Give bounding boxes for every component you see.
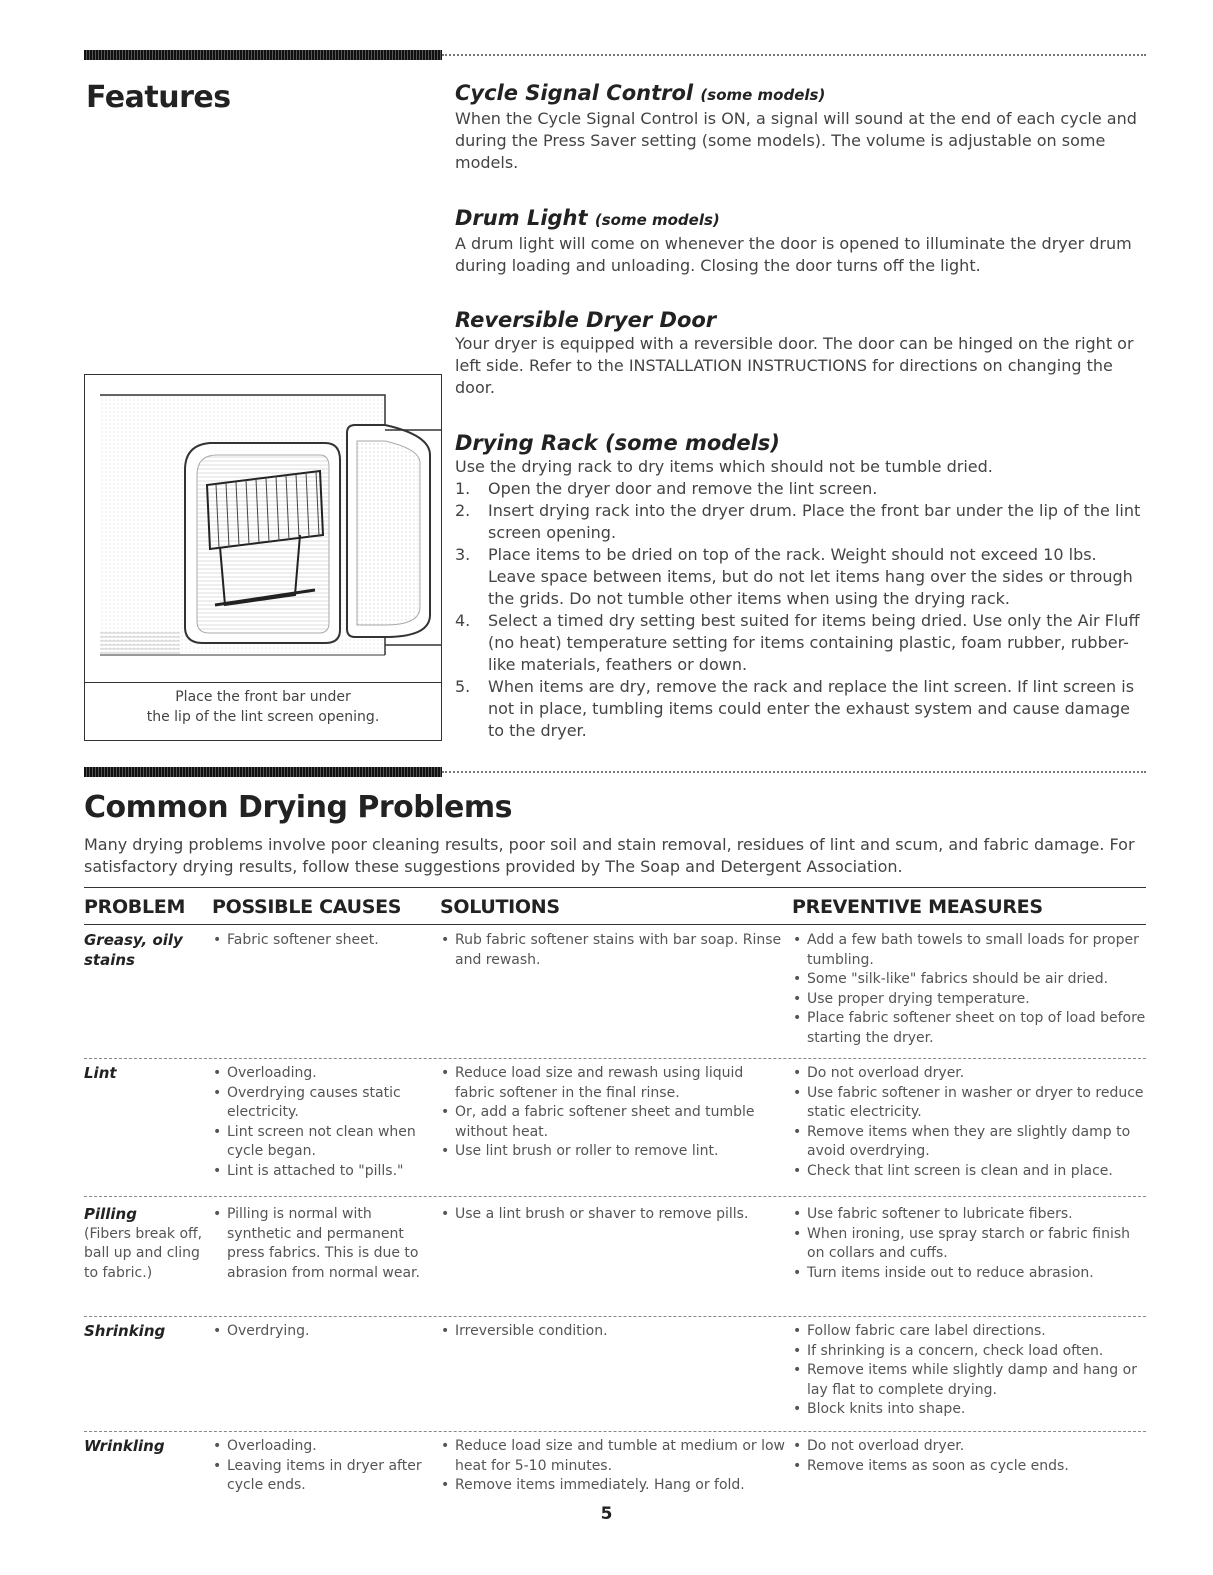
measures-cell	[792, 1064, 1146, 1181]
measure-item: • Add a few bath towels to small loads for proper tumbling.	[792, 931, 1146, 970]
step-item	[455, 676, 1145, 742]
solutions-cell	[440, 931, 785, 970]
dryer-rack-illustration	[85, 375, 441, 683]
title-note: (some models)	[700, 86, 826, 104]
features-heading: Features	[86, 80, 231, 115]
measure-item: • When ironing, use spray starch or fabric finish on collars and cuffs.	[792, 1225, 1146, 1264]
step-text: Place items to be dried on top of the rack. Weight should not exceed 10 lbs. Leave space between items, but do not let items hang over the sides or through the grids. Do not tumble other items when using the drying rack.	[488, 545, 1133, 608]
solutions-cell	[440, 1205, 785, 1225]
problem-label	[84, 1205, 209, 1283]
reversible-door-text: Your dryer is equipped with a reversible door. The door can be hinged on the right or left side. Refer to the INSTALLATION INSTRUCTIONS for directions on changing the door.	[455, 334, 1134, 397]
step-item	[455, 610, 1145, 676]
solutions-cell	[440, 1064, 785, 1162]
problem-label	[84, 1322, 204, 1342]
header-causes: POSSIBLE CAUSES	[212, 896, 402, 918]
measure-item: • Remove items as soon as cycle ends.	[792, 1457, 1146, 1477]
solution-item: • Use a lint brush or shaver to remove pills.	[440, 1205, 785, 1225]
causes-cell	[212, 1322, 427, 1342]
solutions-cell	[440, 1437, 785, 1496]
cause-item: • Overloading.	[212, 1064, 427, 1084]
measures-cell	[792, 1322, 1146, 1420]
step-number: 2.	[455, 501, 471, 520]
problem-name: Pilling	[84, 1205, 137, 1223]
measure-item: • Remove items when they are slightly damp to avoid overdrying.	[792, 1123, 1146, 1162]
title-note: (some models)	[594, 211, 720, 229]
step-item	[455, 478, 1145, 500]
measures-cell	[792, 1437, 1146, 1476]
measure-item: • Use fabric softener in washer or dryer to reduce static electricity.	[792, 1084, 1146, 1123]
common-problems-intro: Many drying problems involve poor cleaning results, poor soil and stain removal, residues of lint and scum, and fabric damage. For satisfactory drying results, follow these suggestions provided by The Soap and Detergent Association.	[84, 835, 1135, 876]
step-text: Select a timed dry setting best suited for items being dried. Use only the Air Fluff (no heat) temperature setting for items containing plastic, foam rubber, rubber-like materials, feathers or down.	[488, 611, 1140, 674]
problem-name: Wrinkling	[84, 1437, 165, 1455]
solution-item: • Irreversible condition.	[440, 1322, 785, 1342]
cause-item: • Overdrying causes static electricity.	[212, 1084, 427, 1123]
measure-item: • Block knits into shape.	[792, 1400, 1146, 1420]
problem-name: stains	[84, 950, 135, 969]
measure-item: • Do not overload dryer.	[792, 1437, 1146, 1457]
problem-name: Shrinking	[84, 1322, 166, 1340]
measure-item: • Use proper drying temperature.	[792, 990, 1146, 1010]
step-number: 5.	[455, 677, 471, 696]
cycle-signal-section	[455, 80, 1145, 174]
drum-light-text: A drum light will come on whenever the door is opened to illuminate the dryer drum during loading and unloading. Closing the door turns off the light.	[455, 234, 1132, 275]
problem-label	[84, 931, 204, 970]
page-number: 5	[600, 1504, 613, 1524]
drum-light-section	[455, 205, 1145, 277]
solution-item: • Remove items immediately. Hang or fold.	[440, 1476, 785, 1496]
step-text: Insert drying rack into the dryer drum. Place the front bar under the lip of the lint screen opening.	[488, 501, 1141, 542]
header-measures: PREVENTIVE MEASURES	[792, 896, 1043, 918]
header-problem: PROBLEM	[84, 896, 186, 918]
caption-line: the lip of the lint screen opening.	[146, 709, 380, 725]
cause-item: • Leaving items in dryer after cycle ends.	[212, 1457, 427, 1496]
solutions-cell	[440, 1322, 785, 1342]
measures-cell	[792, 931, 1146, 1048]
step-number: 3.	[455, 545, 471, 564]
measures-cell	[792, 1205, 1146, 1283]
step-number: 4.	[455, 611, 471, 630]
measure-item: • Check that lint screen is clean and in place.	[792, 1162, 1146, 1182]
measure-item: • Place fabric softener sheet on top of load before starting the dryer.	[792, 1009, 1146, 1048]
header-solutions: SOLUTIONS	[440, 896, 560, 918]
drying-rack-section	[455, 430, 1145, 742]
solution-item: • Rub fabric softener stains with bar soap. Rinse and rewash.	[440, 931, 785, 970]
step-number: 1.	[455, 479, 471, 498]
problem-label	[84, 1437, 204, 1457]
step-text: Open the dryer door and remove the lint screen.	[488, 479, 878, 498]
measure-item: • Turn items inside out to reduce abrasion.	[792, 1264, 1146, 1284]
cause-item: • Overdrying.	[212, 1322, 427, 1342]
measure-item: • Remove items while slightly damp and hang or lay flat to complete drying.	[792, 1361, 1146, 1400]
figure-caption	[85, 687, 441, 727]
problem-name: Lint	[84, 1064, 117, 1082]
section-title	[455, 80, 1145, 108]
caption-line: Place the front bar under	[175, 689, 351, 705]
cause-item: • Overloading.	[212, 1437, 427, 1457]
drying-rack-figure	[84, 374, 442, 741]
solution-item: • Reduce load size and rewash using liquid fabric softener in the final rinse.	[440, 1064, 785, 1103]
reversible-door-section	[455, 307, 1145, 399]
causes-cell	[212, 1437, 427, 1496]
causes-cell	[212, 931, 427, 951]
step-text: When items are dry, remove the rack and replace the lint screen. If lint screen is not in place, tumbling items could enter the exhaust system and cause damage to the dryer.	[488, 677, 1135, 740]
measure-item: • Use fabric softener to lubricate fibers.	[792, 1205, 1146, 1225]
step-item	[455, 544, 1145, 610]
problem-name: Greasy, oily	[84, 931, 183, 949]
reversible-door-title: Reversible Dryer Door	[455, 308, 717, 332]
drum-light-title: Drum Light	[455, 206, 588, 230]
causes-cell	[212, 1205, 427, 1283]
drying-rack-title: Drying Rack (some models)	[455, 431, 780, 455]
cause-item: • Lint screen not clean when cycle began.	[212, 1123, 427, 1162]
causes-cell	[212, 1064, 427, 1181]
measure-item: • Some "silk-like" fabrics should be air dried.	[792, 970, 1146, 990]
cause-item: • Lint is attached to "pills."	[212, 1162, 427, 1182]
cause-item: • Pilling is normal with synthetic and permanent press fabrics. This is due to abrasion from normal wear.	[212, 1205, 427, 1283]
measure-item: • If shrinking is a concern, check load often.	[792, 1342, 1146, 1362]
problem-description: (Fibers break off, ball up and cling to fabric.)	[84, 1225, 203, 1281]
section-rule	[84, 767, 1146, 777]
solution-item: • Reduce load size and tumble at medium or low heat for 5-10 minutes.	[440, 1437, 785, 1476]
solution-item: • Or, add a fabric softener sheet and tumble without heat.	[440, 1103, 785, 1142]
problem-label	[84, 1064, 204, 1084]
cycle-signal-text: When the Cycle Signal Control is ON, a signal will sound at the end of each cycle and during the Press Saver setting (some models). The volume is adjustable on some models.	[455, 109, 1137, 172]
measure-item: • Follow fabric care label directions.	[792, 1322, 1146, 1342]
step-item	[455, 500, 1145, 544]
drying-rack-intro: Use the drying rack to dry items which should not be tumble dried.	[455, 457, 993, 476]
section-title	[455, 205, 1145, 233]
solution-item: • Use lint brush or roller to remove lint.	[440, 1142, 785, 1162]
top-rule	[84, 50, 1146, 60]
measure-item: • Do not overload dryer.	[792, 1064, 1146, 1084]
common-problems-heading: Common Drying Problems	[84, 790, 512, 825]
cause-item: • Fabric softener sheet.	[212, 931, 427, 951]
drying-rack-steps	[455, 478, 1145, 742]
cycle-signal-title: Cycle Signal Control	[455, 81, 694, 105]
